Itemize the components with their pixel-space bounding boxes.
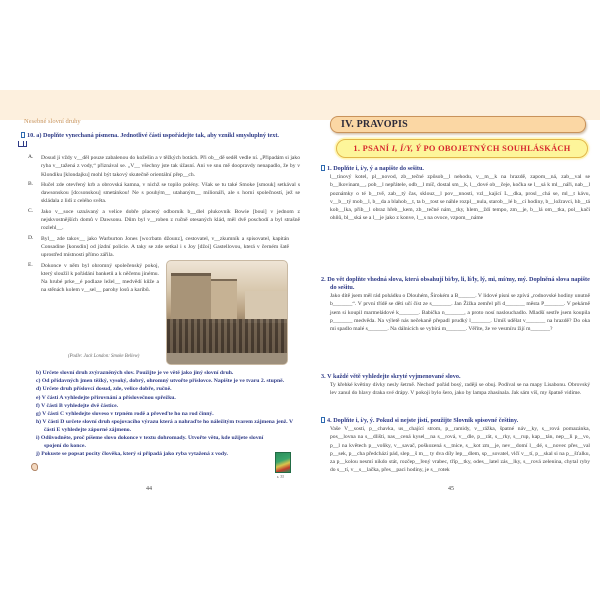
item-label: E. <box>28 261 33 268</box>
question-d: d) Určete druh příslovcí dosud, zde, velice dobře, ručně. <box>36 386 172 393</box>
item-text: Jako v__soce uznávaný a velice dobře placený odborník b__dlel plukovník Bowie [boui] v jednom z nejskvostnějších domů v Dawsonu. Dům byl v__roben z ručně otesaných klád, měl dvě poschodí a byl strašně rozlehl__. <box>41 208 300 232</box>
question-b: b) Určete slovní druh zvýrazněných slov. Použijte je ve větě jako jiný slovní druh. <box>36 370 234 376</box>
task10-item-b <box>18 181 300 206</box>
task-4-heading: 4. Doplňte i, í/y, ý. Pokud si nejste jistí, použijte Slovník spisovné češtiny. <box>318 417 590 425</box>
task10-heading-block <box>18 132 300 152</box>
task-1 <box>318 165 590 223</box>
book-cover-thumbnail <box>275 452 291 473</box>
section-title: 1. PSANÍ I, Í/Y, Ý PO OBOJETNÝCH SOUHLÁSKÁCH <box>336 139 588 158</box>
listening-ear-icon <box>31 463 38 471</box>
question-i: i) Odůvodněte, proč píšeme slovo dokonce v textu dohromady. Utvořte větu, kde užijete slovní spojení do konce. <box>36 434 264 449</box>
page-number-left: 44 <box>146 486 152 492</box>
task10-number: 10. <box>27 132 35 139</box>
task-3-text: Ty křehké květiny dívky nesly šetrně. Nechoď pořád bosý, raději se obuj. Podíval se na mapy Lisabonu. Obrovský lev zanul do hlavy draka své drápy. V pokoji bylo šero, jako by lampa zhasínala. Jak sám víš, my špatně vidíme. <box>330 382 590 397</box>
task10-heading <box>18 132 300 140</box>
question-h: h) V části D určete slovní druh spojovacího výrazu která a nahraďte ho náležitým tvarem zájmena jenž. V části E vyhledejte záporné zájmeno. <box>36 419 294 433</box>
question-f: f) V části B vyhledejte dvě částice. <box>36 402 119 409</box>
task10-item-a <box>18 154 300 179</box>
checkbox-icon[interactable] <box>321 165 325 171</box>
source-caption: (Podle: Jack London: Smoke Bellew) <box>68 354 140 359</box>
task10-heading-text: a) Doplňte vynechaná písmena. Jednotlivé části uspořádejte tak, aby vznikl smysluplný text. <box>36 132 279 139</box>
item-text: Hučel zde otevřený krb a obrovská kamna, v nichž se topilo polény. Však se tu také Smoke [smouk] setkával s dawsonskou [do:sonskou] smetánkou! Ne s pouhým__ utahaným__ milionáři, ale s horní společností, jež se skládala z lidí z celého světa. <box>41 181 300 205</box>
question-j: j) Pokuste se popsat pocity člověka, který si připadá jako ryba vytažená z vody. <box>36 450 228 457</box>
chapter-title: IV. PRAVOPIS <box>330 116 586 133</box>
header-left-title: Nesebné slovní druhy <box>24 118 81 125</box>
task-4-text: Vaše V__sosti, p__chavka, us__chající strom, p__ramidy, v__rážka, špatné náv__ky, s__rová pomazánka, pos__lovna na s__dlišti, nas__cená kysel__na s__rová, v__dle, p__rát, s__rky, s__rup, kap__tán, nep__li p__vo, p__l na květech p__voňky, v__savač, poškozená s__tnice, s__kot zm__je, nev__domí l__dé, s__novec přes__val p__sek, p__cha předchází pád, slep__š m__ ty dva díly lep__dlem, sp__sovatel, vlčí v__tí, p__skal si na p__šťalku, za p__kolou nesmí nikdo stát, rozčep__řený vrabec, tříp__tky, odes__latel zás__lky, s__rová zelenina, chytal ryby do s__tí, v__s__lačka, přes__paci hodiny, je s__rotek <box>330 426 590 474</box>
item-label: D. <box>28 234 34 241</box>
item-text: Dosud ji vždy v__děl pouze zabalenou do kožešin a v těžkých botách. Při ob__dě seděl vedle ní. „Připadám si jako ryba v__tažená z vody,“ přiznával se. „V__ všechny jste tak úžasní. Ani ve snu mě doopravdy nenapadlo, že by v Klondiku [klondajku] mohl být takový skutečně orientální přep__ch. <box>41 155 300 178</box>
page-number-right: 45 <box>448 486 454 492</box>
item-text: Byl__ zde takov__ jako Warburton Jones [wo:rbatn džounz], cestovatel, v__zkumník a spisovatel, kapitán Consadine [konsdin] od jízdní policie. A taky se zde setkal i s Joy [džoi] Gastellovou, která v černém šatě uprostřed místnosti přímo zářila. <box>41 235 289 259</box>
task-1-heading: 1. Doplňte i, í/y, ý a napište do sešitu. <box>318 165 590 173</box>
task-3 <box>318 373 590 398</box>
checkbox-icon[interactable] <box>321 417 325 423</box>
item-label: A. <box>28 154 34 160</box>
question-e: e) V části A vyhledejte přirovnání a příslovečnou spřežku. <box>36 394 176 401</box>
question-c: c) Od přídavných jmen těžký, vysoký, dobrý, ohromný utvořte příslovce. Napište je ve tvaru 2. stupně. <box>36 378 285 385</box>
cover-caption: s. 33 <box>277 475 284 479</box>
task-3-heading: 3. V každé větě vyhledejte skryté vyjmenované slovo. <box>321 373 461 380</box>
item-text: Dokonce v něm byl ohromný společenský pokoj, který sloužil k pořádání banketů a k něčemu jinému. Na hrubé prke__é podlaze ležel__ medvědí kůže a na stěnách kolem v__sel__ parohy losů a karibů. <box>41 262 159 294</box>
task10-item-d <box>18 235 300 260</box>
task10-item-c <box>18 208 300 233</box>
item-label: C. <box>28 207 34 214</box>
task-1-text: l__tinový kotel, pl__novod, zb__tečné způsob__l nehodu, v__m__k na hrazdě, zapom__ná, zab__val se b__lkovinam__, pob__l nepřátele, odb__l míč, dostal sm__k, l__dové ob__čeje, kočka se l__sá k ml__náři, nab__l poznámky o té b__tvě, zab__tý čas, sklouz__l pov__nnosti, vzl__kající L__dka, prosl__chá se, ml__t kávu, v__b__tý mob__l, b__da a blahob__t, ta b__tost se náhle rozpl__nula, starob__lé b__cí hodiny, b__ložravci, hb__tá kob__lka, přib__l obraz hřeb__kem, zb__tečné nám__tky, hlem__ždí tempo, zm__je, b__lá om__tka, pol__kači ohňů, bl__ská se a l__je jako z konve, l__s na ovoce, vzpom__náme <box>330 174 590 222</box>
checkbox-icon[interactable] <box>21 132 25 138</box>
questions-list <box>36 370 298 459</box>
left-page <box>18 132 300 492</box>
task-2 <box>318 276 590 333</box>
question-g: g) V části C vyhledejte sloveso v trpném rodě a převeďte ho na rod činný. <box>36 410 214 417</box>
task-2-text: Jako dítě jsem měl rád pohádku o Dlouhém, Širokém a B______. V lidové písni se zpívá „rodnovské hodiny unutně b_______“. V první třídě se děti učí číst ze s_______. Jan Žižka zemřel při d_______ města P_______. V pekárně jsem si koupil marmeládové k_______. Babička n_______, a proto nosí naslouchadlo. Mladší sestře jsem koupila p_______ medvěda. Na výletě nás nečekaně přepadl prudký l_______. Umíš udělat v_______ na hrazdě? Do oka mi spadlo malé s_______. Na dálnicích se vybírá m_______. Věříte, že ve vesmíru žijí m_______? <box>330 293 590 333</box>
item-label: B. <box>28 180 34 187</box>
task-2-heading: 2. Do vět doplňte vhodná slova, která obsahují bi/by, li, lí/ly, lý, mi, mí/my, mý. Doplněná slova napište do sešitu. <box>321 276 590 291</box>
photo-of-gold-rush-street <box>166 260 288 365</box>
task-4 <box>318 417 590 475</box>
book-icon <box>18 141 27 147</box>
